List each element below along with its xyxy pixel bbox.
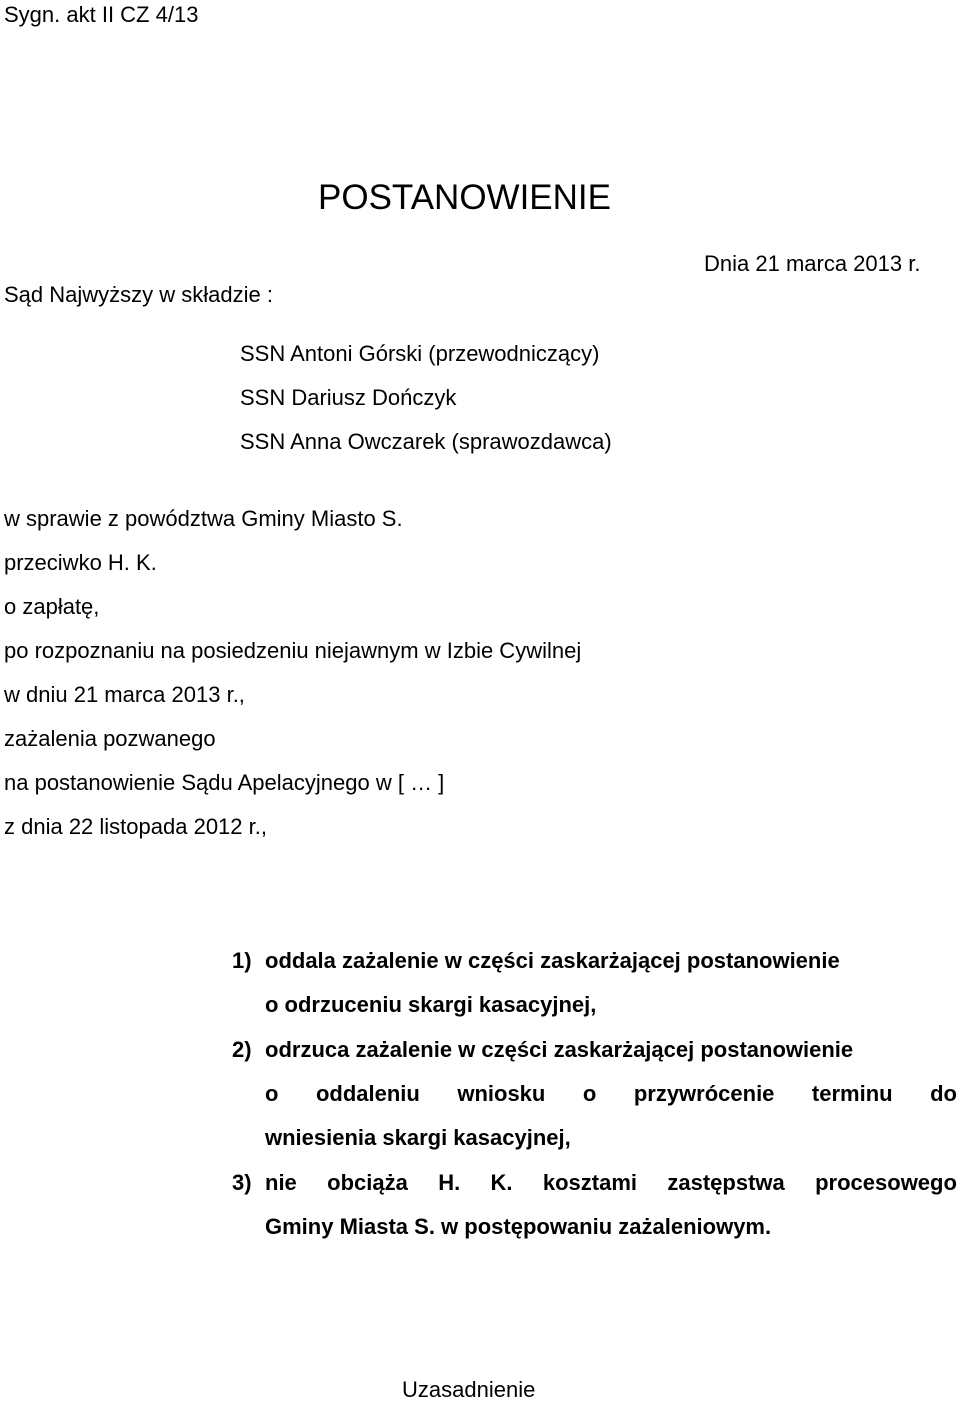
case-line: na postanowienie Sądu Apelacyjnego w [ … ] bbox=[4, 770, 445, 795]
ruling-text-justified bbox=[265, 1172, 957, 1194]
judge-rapporteur: SSN Anna Owczarek (sprawozdawca) bbox=[240, 429, 612, 454]
judge-presiding: SSN Antoni Górski (przewodniczący) bbox=[240, 341, 600, 366]
word: oddaleniu bbox=[315, 1081, 420, 1106]
ruling-text: odrzuca zażalenie w części zaskarżającej postanowienie bbox=[265, 1037, 854, 1062]
case-line: przeciwko H. K. bbox=[4, 550, 157, 575]
case-line: zażalenia pozwanego bbox=[4, 726, 216, 751]
judge-member: SSN Dariusz Dończyk bbox=[240, 385, 457, 410]
case-line: z dnia 22 listopada 2012 r., bbox=[4, 814, 267, 839]
ruling-number: 3) bbox=[232, 1170, 252, 1195]
word: o bbox=[582, 1081, 597, 1106]
ruling-text: o odrzuceniu skargi kasacyjnej, bbox=[265, 992, 597, 1017]
date-line: Dnia 21 marca 2013 r. bbox=[704, 251, 921, 276]
case-line: w sprawie z powództwa Gminy Miasto S. bbox=[4, 506, 403, 531]
case-line: w dniu 21 marca 2013 r., bbox=[4, 682, 245, 707]
word: terminu bbox=[811, 1081, 893, 1106]
word: H. bbox=[438, 1170, 461, 1195]
word: wniosku bbox=[457, 1081, 546, 1106]
case-line: po rozpoznaniu na posiedzeniu niejawnym w Izbie Cywilnej bbox=[4, 638, 582, 663]
ruling-text: wniesienia skargi kasacyjnej, bbox=[265, 1125, 571, 1150]
ruling-number: 2) bbox=[232, 1037, 252, 1062]
word: kosztami bbox=[542, 1170, 638, 1195]
word: przywrócenie bbox=[633, 1081, 775, 1106]
word: do bbox=[930, 1081, 957, 1106]
ruling-number: 1) bbox=[232, 948, 252, 973]
ruling-text: Gminy Miasta S. w postępowaniu zażaleniowym. bbox=[265, 1214, 772, 1239]
word: o bbox=[265, 1081, 279, 1106]
section-heading: Uzasadnienie bbox=[402, 1377, 536, 1402]
word: K. bbox=[490, 1170, 513, 1195]
word: obciąża bbox=[327, 1170, 408, 1195]
document-title: POSTANOWIENIE bbox=[318, 178, 611, 217]
word: procesowego bbox=[815, 1170, 957, 1195]
court-composition-label: Sąd Najwyższy w składzie : bbox=[4, 282, 273, 307]
case-number: Sygn. akt II CZ 4/13 bbox=[4, 2, 199, 27]
word: nie bbox=[265, 1170, 297, 1195]
word: zastępstwa bbox=[667, 1170, 785, 1195]
case-line: o zapłatę, bbox=[4, 594, 100, 619]
ruling-text-justified bbox=[265, 1083, 957, 1105]
ruling-text: oddala zażalenie w części zaskarżającej postanowienie bbox=[265, 948, 840, 973]
